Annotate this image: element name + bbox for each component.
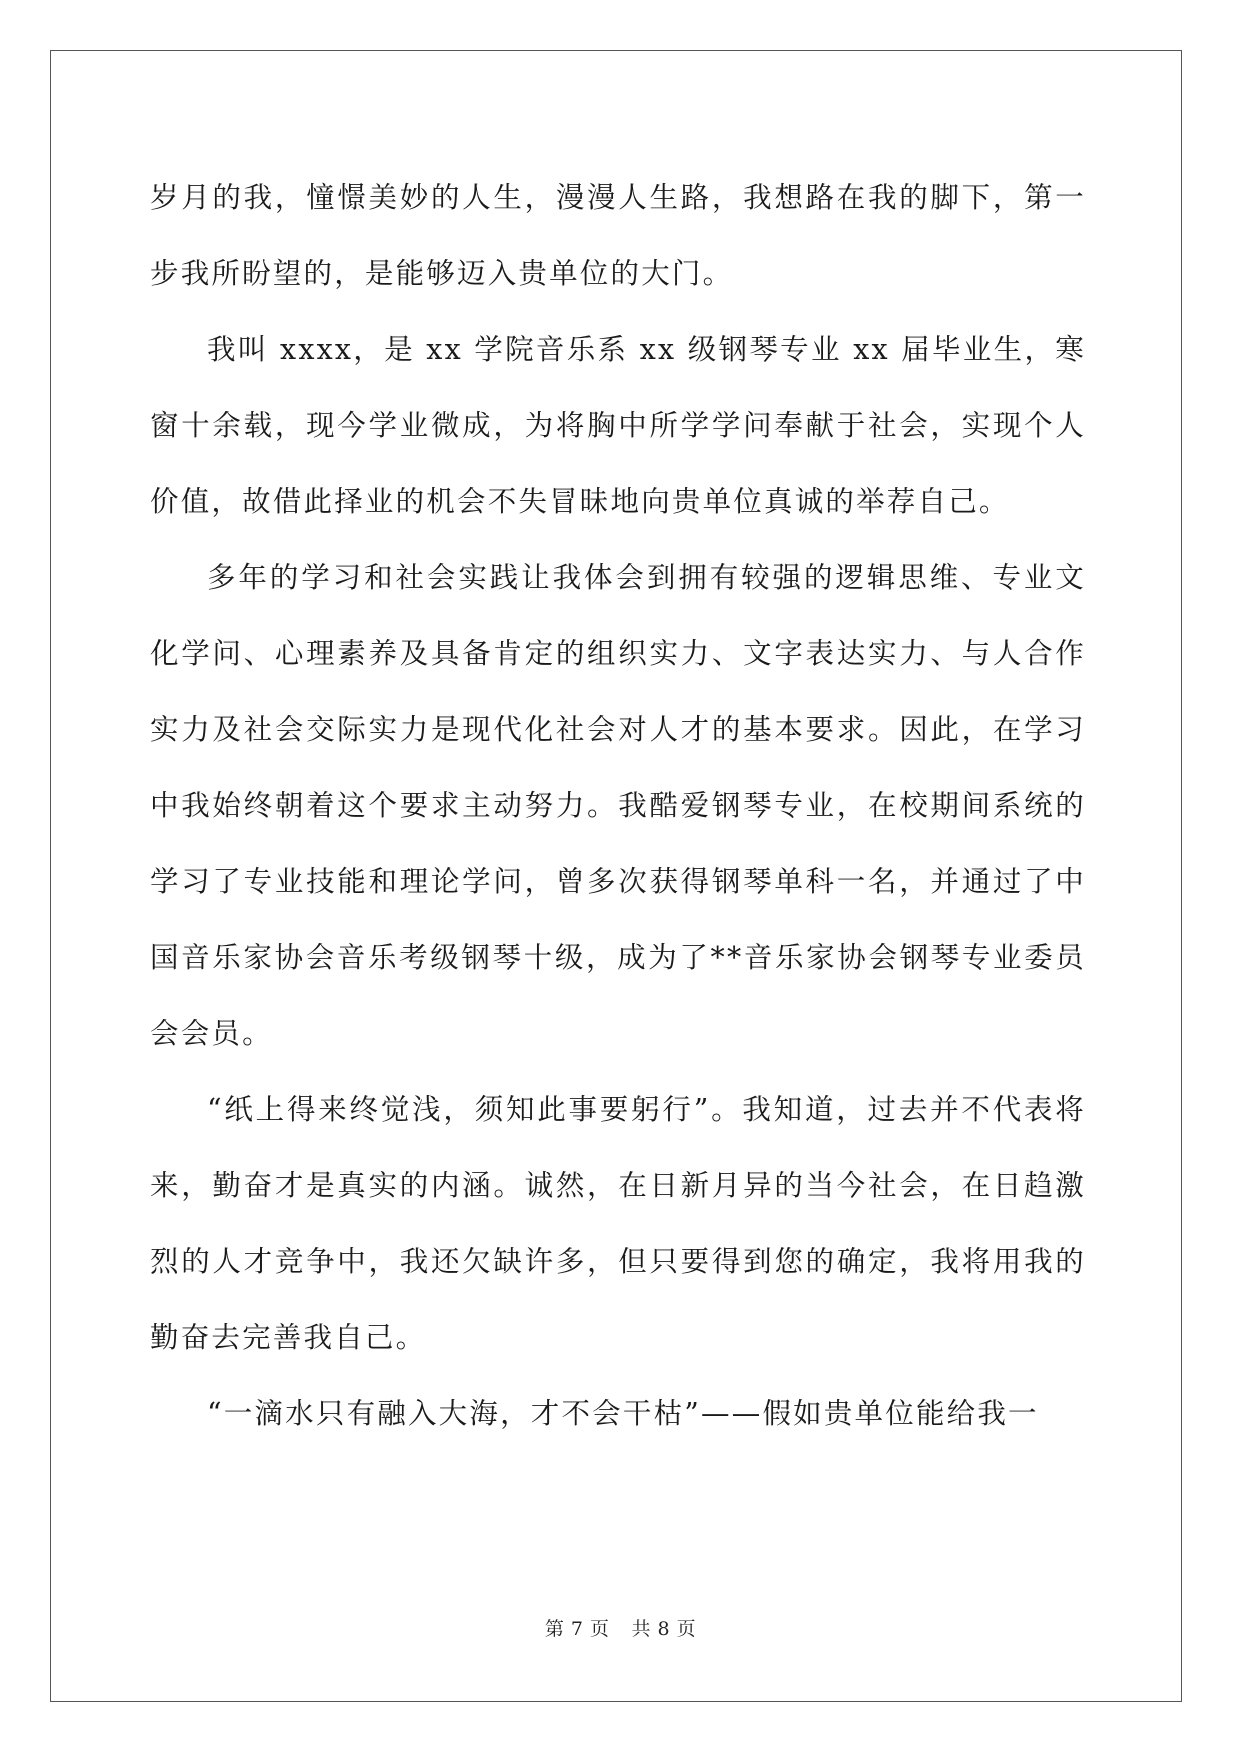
page-footer — [0, 1614, 1241, 1641]
paragraph-1: 岁月的我，憧憬美妙的人生，漫漫人生路，我想路在我的脚下，第一步我所盼望的，是能够迈入贵单位的大门。 — [150, 181, 1086, 290]
paragraph-5: “一滴水只有融入大海，才不会干枯”——假如贵单位能给我一 — [207, 1397, 1039, 1430]
paragraph-2: 我叫 xxxx，是 xx 学院音乐系 xx 级钢琴专业 xx 届毕业生，寒窗十余载，现今学业微成，为将胸中所学学问奉献于社会，实现个人价值，故借此择业的机会不失冒昧地向贵单位真诚的举荐自己。 — [150, 333, 1086, 518]
paragraph-3: 多年的学习和社会实践让我体会到拥有较强的逻辑思维、专业文化学问、心理素养及具备肯定的组织实力、文字表达实力、与人合作实力及社会交际实力是现代化社会对人才的基本要求。因此，在学习中我始终朝着这个要求主动努力。我酷爱钢琴专业，在校期间系统的学习了专业技能和理论学问，曾多次获得钢琴单科一名，并通过了中国音乐家协会音乐考级钢琴十级，成为了**音乐家协会钢琴专业委员会会员。 — [150, 561, 1086, 1050]
document-body — [150, 160, 1086, 1452]
page-total: 共 8 页 — [631, 1618, 697, 1640]
page-number: 第 7 页 — [544, 1618, 610, 1640]
paragraph-4: “纸上得来终觉浅，须知此事要躬行”。我知道，过去并不代表将来，勤奋才是真实的内涵。诚然，在日新月异的当今社会，在日趋激烈的人才竞争中，我还欠缺许多，但只要得到您的确定，我将用我的勤奋去完善我自己。 — [150, 1093, 1086, 1354]
